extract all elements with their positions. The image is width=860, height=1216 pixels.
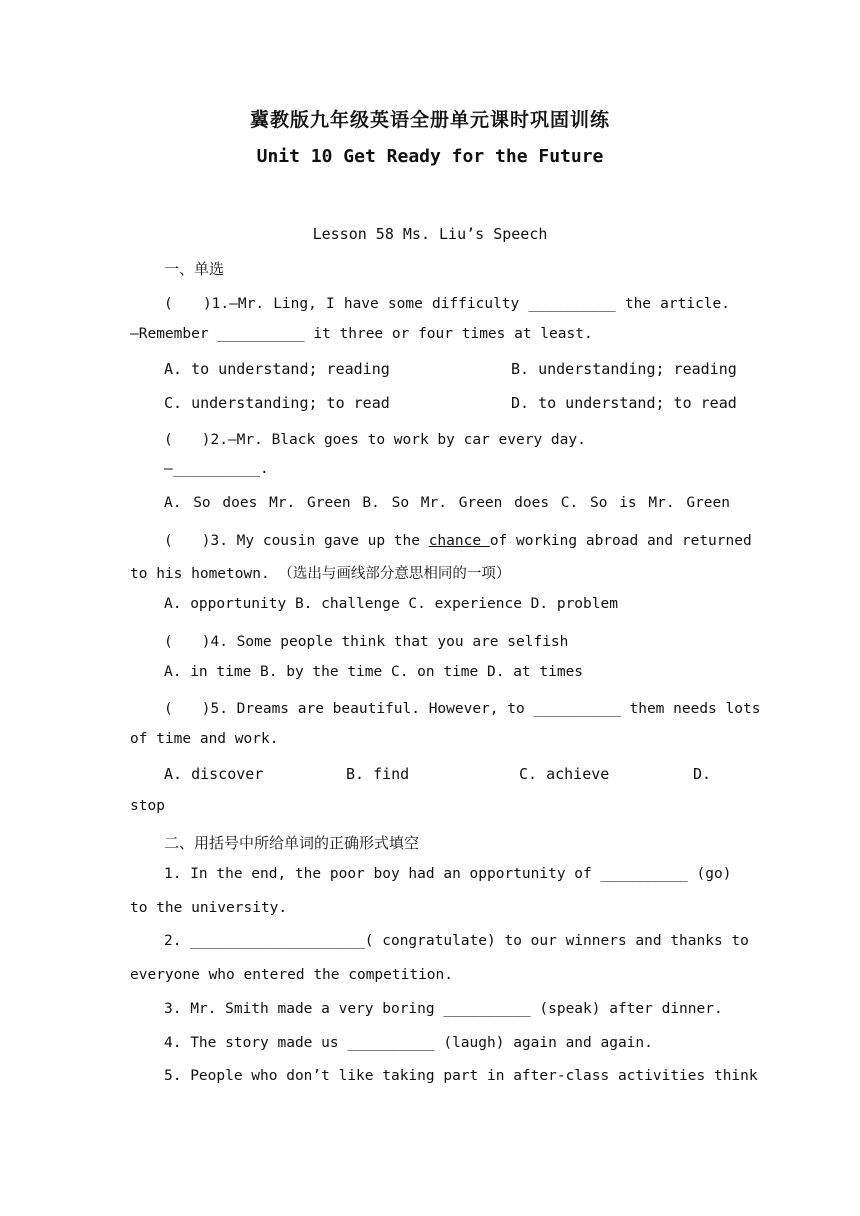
fill-q1-line2: to the university. [130,900,288,916]
q1-option-b: B. understanding; reading [511,360,737,378]
q3-options: A. opportunity B. challenge C. experience D. problem [164,596,618,612]
q5-option-c: C. achieve [519,765,610,783]
q3-stem-line1 [164,529,752,550]
fill-q4: 4. The story made us __________ (laugh) again and again. [164,1035,653,1051]
fill-q2-line1: 2. ____________________( congratulate) to our winners and thanks to [164,933,749,949]
q1-option-a: A. to understand; reading [164,360,390,378]
q1-option-d: D. to understand; to read [511,394,737,412]
q3-stem-line2: to his hometown. （选出与画线部分意思相同的一项） [130,566,511,582]
q5-stem-line2: of time and work. [130,731,279,747]
q2-options: A. So does Mr. Green B. So Mr. Green does C. So is Mr. Green [164,495,730,511]
q3-stem-pre: ( )3. My cousin gave up the [164,533,429,549]
q1-stem-line1: ( )1.—Mr. Ling, I have some difficulty __________ the article. [164,296,730,312]
section-heading-fill-in: 二、用括号中所给单词的正确形式填空 [164,834,420,852]
fill-q2-line2: everyone who entered the competition. [130,967,454,983]
q3-stem-post: of working abroad and returned [489,533,752,549]
unit-title: Unit 10 Get Ready for the Future [256,146,604,167]
q4-stem: ( )4. Some people think that you are selfish [164,634,569,650]
q2-stem-line2: —__________. [164,461,269,477]
q3-underlined-word: chance [428,533,490,549]
lesson-title: Lesson 58 Ms. Liu’s Speech [312,225,548,243]
q2-stem-line1: ( )2.—Mr. Black goes to work by car every day. [164,432,586,448]
q1-option-c: C. understanding; to read [164,394,390,412]
q5-stem-line1: ( )5. Dreams are beautiful. However, to __________ them needs lots [164,701,761,717]
fill-q3: 3. Mr. Smith made a very boring __________ (speak) after dinner. [164,1001,723,1017]
q4-options: A. in time B. by the time C. on time D. at times [164,664,584,680]
q5-option-d: D. [693,765,712,783]
q5-option-b: B. find [346,765,410,783]
fill-q1-line1: 1. In the end, the poor boy had an opportunity of __________ (go) [164,866,732,882]
q5-option-a: A. discover [164,765,264,783]
section-heading-single-choice: 一、单选 [164,260,225,278]
fill-q5: 5. People who don’t like taking part in after-class activities think [164,1068,758,1084]
q5-option-d-text: stop [130,798,165,814]
q1-stem-line2: —Remember __________ it three or four times at least. [130,326,593,342]
document-title: 冀教版九年级英语全册单元课时巩固训练 [249,109,610,131]
